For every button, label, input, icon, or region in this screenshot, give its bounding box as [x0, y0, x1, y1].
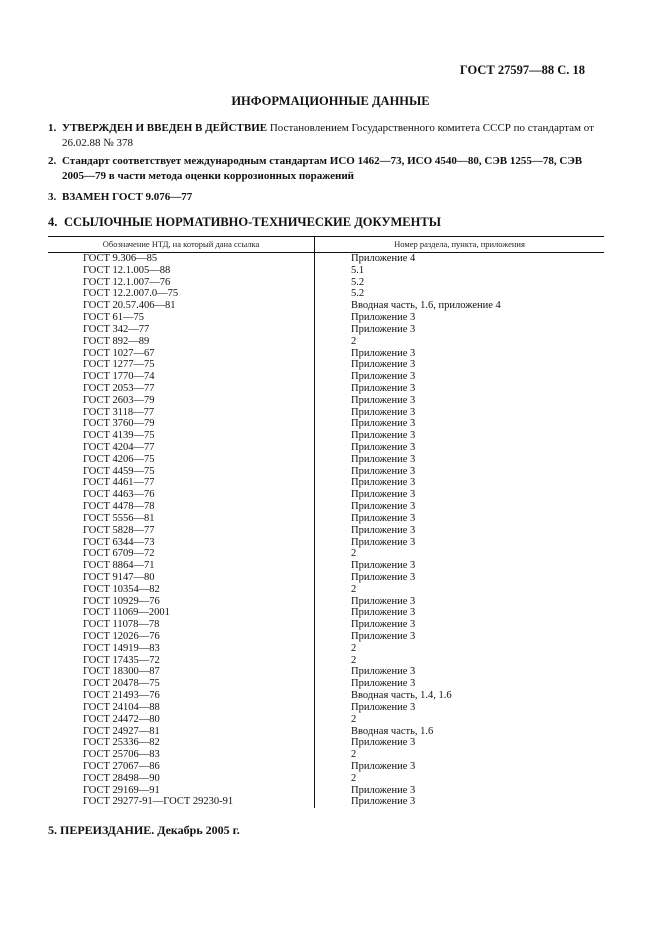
document-cell: ГОСТ 24104—88	[48, 702, 315, 714]
document-cell: ГОСТ 1027—67	[48, 348, 315, 360]
section-cell: Приложение 3	[351, 371, 416, 383]
table-row	[48, 407, 604, 419]
table-row	[48, 348, 604, 360]
section-cell: Приложение 3	[351, 312, 416, 324]
item-number: 2.	[48, 155, 57, 167]
item-standards	[48, 154, 598, 184]
table-row	[48, 277, 604, 289]
table-row	[48, 666, 604, 678]
document-cell: ГОСТ 10929—76	[48, 596, 315, 608]
table-row	[48, 454, 604, 466]
reissue-text: ПЕРЕИЗДАНИЕ. Декабрь 2005 г.	[60, 823, 240, 837]
item-approval	[48, 121, 598, 151]
document-cell: ГОСТ 2603—79	[48, 395, 315, 407]
table-row	[48, 596, 604, 608]
document-cell: ГОСТ 4461—77	[48, 477, 315, 489]
document-cell: ГОСТ 12.2.007.0—75	[48, 288, 315, 300]
section-cell: 5.1	[351, 264, 365, 276]
section-cell: Приложение 4	[351, 253, 416, 264]
document-cell: ГОСТ 4204—77	[48, 442, 315, 454]
document-cell: ГОСТ 61—75	[48, 312, 315, 324]
section-cell: Приложение 3	[351, 784, 416, 796]
references-heading: ССЫЛОЧНЫЕ НОРМАТИВНО-ТЕХНИЧЕСКИЕ ДОКУМЕНТЫ	[64, 215, 441, 229]
replaces-text: ВЗАМЕН ГОСТ 9.076—77	[62, 191, 193, 203]
document-cell: ГОСТ 14919—83	[48, 643, 315, 655]
table-row	[48, 678, 604, 690]
section-cell: Приложение 3	[351, 666, 416, 678]
table-row	[48, 395, 604, 407]
table-row	[48, 253, 604, 265]
item-number: 1.	[48, 122, 57, 134]
item-reissue	[48, 823, 240, 838]
table-row	[48, 548, 604, 560]
section-cell: 5.2	[351, 276, 365, 288]
section-cell: Приложение 3	[351, 382, 416, 394]
table-row	[48, 430, 604, 442]
section-title: ИНФОРМАЦИОННЫЕ ДАННЫЕ	[231, 94, 430, 108]
document-cell: ГОСТ 10354—82	[48, 584, 315, 596]
document-cell: ГОСТ 12.1.007—76	[48, 277, 315, 289]
document-cell: ГОСТ 3760—79	[48, 418, 315, 430]
section-cell: 2	[351, 335, 357, 347]
table-row	[48, 418, 604, 430]
section-cell: Приложение 3	[351, 560, 416, 572]
table-row	[48, 749, 604, 761]
section-cell: 5.2	[351, 288, 365, 300]
document-cell: ГОСТ 9147—80	[48, 572, 315, 584]
table-row	[48, 690, 604, 702]
document-cell: ГОСТ 2053—77	[48, 383, 315, 395]
document-cell: ГОСТ 1277—75	[48, 359, 315, 371]
section-cell: Приложение 3	[351, 678, 416, 690]
section-cell: Приложение 3	[351, 619, 416, 631]
section-cell: 2	[351, 749, 357, 761]
document-cell: ГОСТ 25706—83	[48, 749, 315, 761]
table-row	[48, 655, 604, 667]
section-cell: Приложение 3	[351, 524, 416, 536]
section-cell: Приложение 3	[351, 512, 416, 524]
document-cell: ГОСТ 6709—72	[48, 548, 315, 560]
document-cell: ГОСТ 21493—76	[48, 690, 315, 702]
table-row	[48, 359, 604, 371]
item-number: 4.	[48, 215, 58, 229]
section-cell: Приложение 3	[351, 536, 416, 548]
section-cell: 2	[351, 654, 357, 666]
document-cell: ГОСТ 12.1.005—88	[48, 265, 315, 277]
table-row	[48, 537, 604, 549]
table-row	[48, 643, 604, 655]
section-cell: Вводная часть, 1.4, 1.6	[351, 690, 452, 702]
table-row	[48, 336, 604, 348]
document-cell: ГОСТ 24927—81	[48, 726, 315, 738]
document-cell: ГОСТ 20478—75	[48, 678, 315, 690]
document-cell: ГОСТ 5556—81	[48, 513, 315, 525]
section-cell: Приложение 3	[351, 760, 416, 772]
document-cell: ГОСТ 17435—72	[48, 655, 315, 667]
table-row	[48, 300, 604, 312]
section-cell: Приложение 3	[351, 607, 416, 619]
section-cell: Приложение 3	[351, 489, 416, 501]
document-cell: ГОСТ 892—89	[48, 336, 315, 348]
document-cell: ГОСТ 4463—76	[48, 489, 315, 501]
section-cell: Вводная часть, 1.6	[351, 725, 434, 737]
document-cell: ГОСТ 4206—75	[48, 454, 315, 466]
table-row	[48, 383, 604, 395]
table-row	[48, 785, 604, 797]
table-row	[48, 489, 604, 501]
section-cell: Приложение 3	[351, 418, 416, 430]
section-cell: Приложение 3	[351, 323, 416, 335]
approval-text: Постановлением Государственного комитета СССР по стандартам от 26.02.88 № 378	[62, 122, 594, 149]
table-row	[48, 726, 604, 738]
page-header: ГОСТ 27597—88 С. 18	[459, 63, 585, 77]
approval-heading: УТВЕРЖДЕН И ВВЕДЕН В ДЕЙСТВИЕ	[62, 122, 268, 134]
section-cell: Приложение 3	[351, 394, 416, 406]
document-cell: ГОСТ 5828—77	[48, 525, 315, 537]
table-row	[48, 466, 604, 478]
table-row	[48, 288, 604, 300]
table-row	[48, 702, 604, 714]
section-cell: Приложение 3	[351, 430, 416, 442]
table-row	[48, 265, 604, 277]
section-cell: Приложение 3	[351, 737, 416, 749]
section-cell: 2	[351, 772, 357, 784]
document-cell: ГОСТ 6344—73	[48, 537, 315, 549]
table-row	[48, 513, 604, 525]
document-cell: ГОСТ 25336—82	[48, 737, 315, 749]
table-row	[48, 607, 604, 619]
document-cell: ГОСТ 3118—77	[48, 407, 315, 419]
table-row	[48, 312, 604, 324]
document-cell: ГОСТ 28498—90	[48, 773, 315, 785]
table-row	[48, 631, 604, 643]
table-row	[48, 773, 604, 785]
table-row	[48, 714, 604, 726]
document-cell: ГОСТ 20.57.406—81	[48, 300, 315, 312]
section-cell: Приложение 3	[351, 453, 416, 465]
section-cell: Приложение 3	[351, 501, 416, 513]
section-cell: Приложение 3	[351, 701, 416, 713]
document-cell: ГОСТ 8864—71	[48, 560, 315, 572]
table-row	[48, 761, 604, 773]
references-table	[48, 236, 604, 808]
document-cell: ГОСТ 342—77	[48, 324, 315, 336]
section-cell: Приложение 3	[351, 406, 416, 418]
section-cell: 2	[351, 642, 357, 654]
document-cell: ГОСТ 27067—86	[48, 761, 315, 773]
table-row	[48, 572, 604, 584]
document-cell: ГОСТ 1770—74	[48, 371, 315, 383]
section-cell: Приложение 3	[351, 595, 416, 607]
table-row	[48, 619, 604, 631]
section-cell: Приложение 3	[351, 631, 416, 642]
table-row	[48, 442, 604, 454]
item-references	[48, 215, 598, 230]
section-cell: Приложение 3	[351, 347, 416, 359]
section-cell: Вводная часть, 1.6, приложение 4	[351, 300, 501, 312]
document-cell: ГОСТ 18300—87	[48, 666, 315, 678]
section-cell: Приложение 3	[351, 359, 416, 371]
document-cell: ГОСТ 11078—78	[48, 619, 315, 631]
table-row	[48, 501, 604, 513]
item-replaces	[48, 190, 598, 205]
document-cell: ГОСТ 9.306—85	[48, 253, 315, 265]
section-cell: Приложение 3	[351, 796, 416, 808]
section-cell: 2	[351, 583, 357, 595]
section-cell: Приложение 3	[351, 571, 416, 583]
document-cell: ГОСТ 29169—91	[48, 785, 315, 797]
table-header-row	[48, 237, 604, 253]
section-cell: 2	[351, 548, 357, 560]
document-cell: ГОСТ 4459—75	[48, 466, 315, 478]
table-row	[48, 584, 604, 596]
item-number: 5.	[48, 823, 57, 837]
table-row	[48, 796, 604, 808]
document-cell: ГОСТ 12026—76	[48, 631, 315, 643]
document-cell: ГОСТ 4478—78	[48, 501, 315, 513]
table-row	[48, 560, 604, 572]
column-header-section: Номер раздела, пункта, приложения	[315, 237, 605, 253]
standards-text: Стандарт соответствует международным стандартам ИСО 1462—73, ИСО 4540—80, СЭВ 1255—78, СЭВ 2005—79 в части метода оценки коррозионных поражений	[62, 155, 583, 182]
section-cell: Приложение 3	[351, 465, 416, 477]
document-cell: ГОСТ 29277-91—ГОСТ 29230-91	[48, 796, 315, 808]
section-cell: Приложение 3	[351, 477, 416, 489]
document-cell: ГОСТ 4139—75	[48, 430, 315, 442]
document-cell: ГОСТ 24472—80	[48, 714, 315, 726]
table-row	[48, 477, 604, 489]
section-cell: Приложение 3	[351, 442, 416, 453]
table-row	[48, 324, 604, 336]
document-cell: ГОСТ 11069—2001	[48, 607, 315, 619]
table-row	[48, 525, 604, 537]
table-row	[48, 371, 604, 383]
section-cell: 2	[351, 713, 357, 725]
item-number: 3.	[48, 191, 57, 203]
column-header-document: Обозначение НТД, на который дана ссылка	[48, 237, 315, 253]
table-row	[48, 737, 604, 749]
